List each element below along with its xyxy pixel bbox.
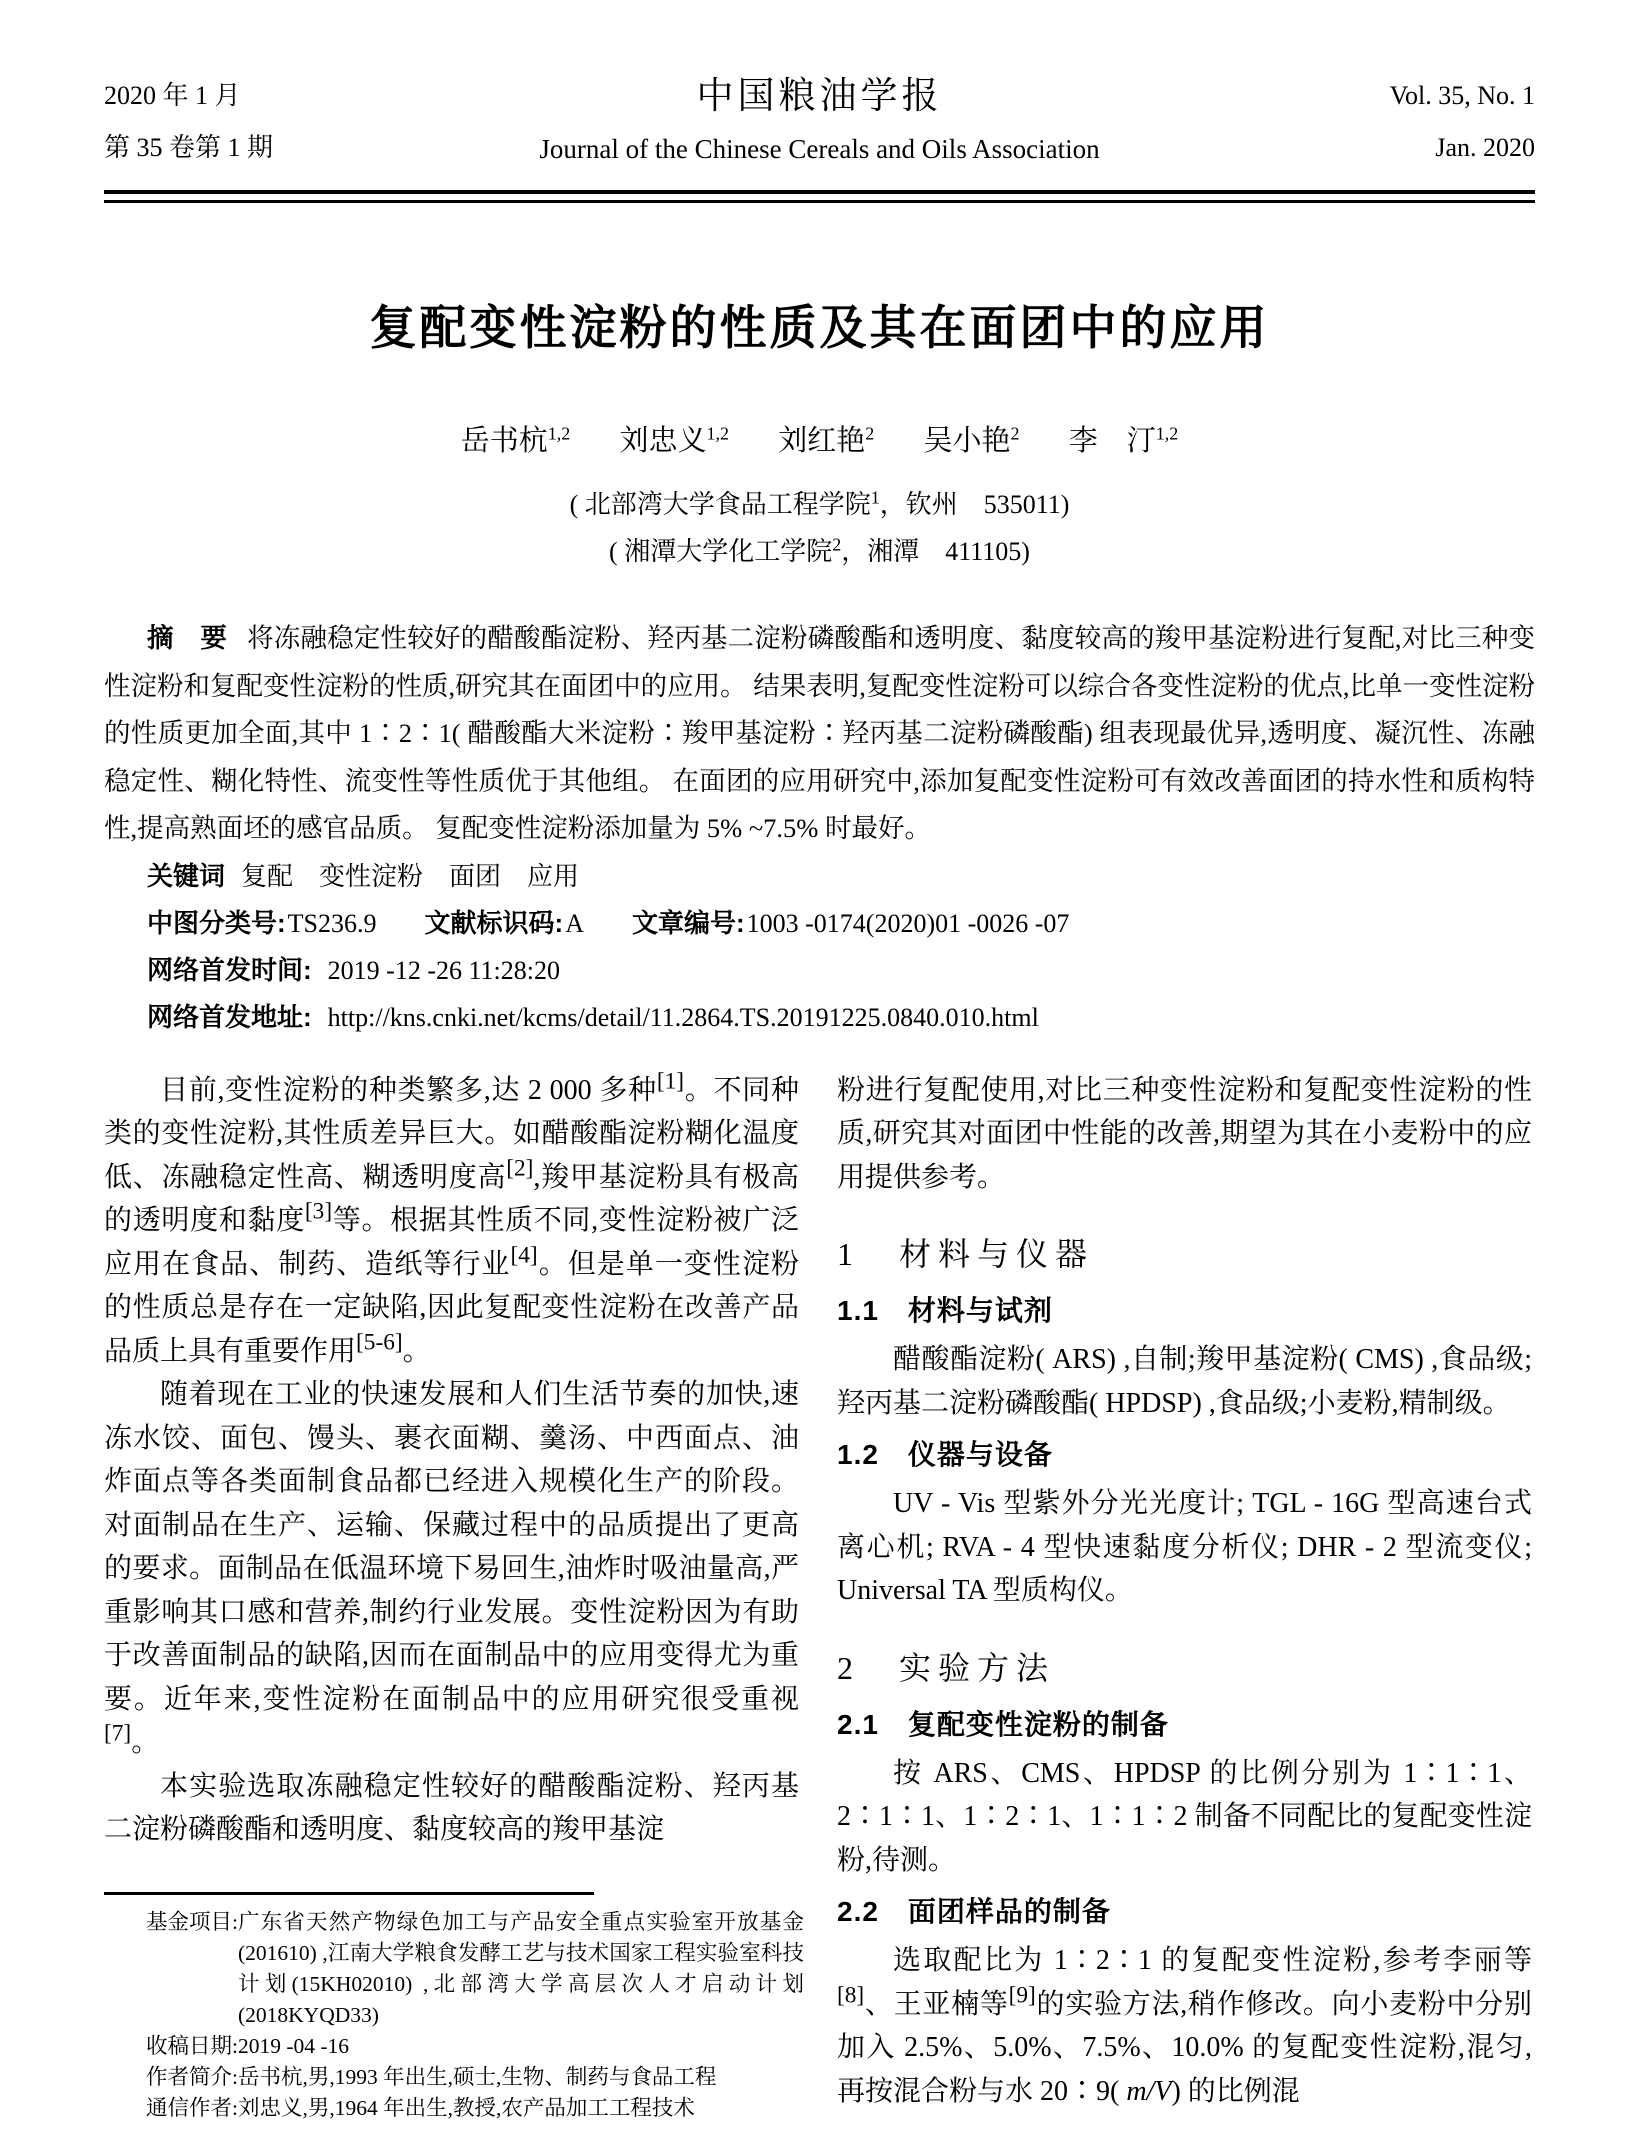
author — [924, 425, 1020, 457]
paragraph: 粉进行复配使用,对比三种变性淀粉和复配变性淀粉的性质,研究其对面团中性能的改善,期望为其在小麦粉中的应用提供参考。 — [837, 1074, 1532, 1193]
header-date-en: Jan. 2020 — [1435, 133, 1535, 162]
footnote-block — [104, 1892, 804, 2124]
article-id-value: 1003 -0174(2020)01 -0026 -07 — [746, 908, 1070, 938]
article-title: 复配变性淀粉的性质及其在面团中的应用 — [369, 303, 1270, 355]
online-url-label: 网络首发地址: — [147, 1001, 312, 1032]
header-divider — [104, 190, 1535, 203]
abstract-text: 将冻融稳定性较好的醋酸酯淀粉、羟丙基二淀粉磷酸酯和透明度、黏度较高的羧甲基淀粉进行复配,对比三种变性淀粉和复配变性淀粉的性质,研究其在面团中的应用。 结果表明,复配变性淀粉可以综合各变性淀粉的优点,比单一变性淀粉的性质更加全面,其中 1∶2∶1( 醋酸酯大米淀粉∶羧甲基淀粉∶羟丙基二淀粉磷酸酯) 组表现最优异,透明度、凝沉性、冻融稳定性、糊化特性、流变性等性质优于其他组。 在面团的应用研究中,添加复配变性淀粉可有效改善面团的持水性和质构特性,提高熟面坯的感官品质。 复配变性淀粉添加量为 5% ~7.5% 时最好。 — [104, 623, 1536, 843]
header-right — [1100, 70, 1535, 174]
section-heading-2: 2 实验方法 — [837, 1649, 1056, 1686]
keywords-line — [104, 853, 1535, 900]
footnote-corr-text: 刘忠义,男,1964 年出生,教授,农产品加工工程技术 — [237, 2096, 695, 2120]
subsection-heading-1-1: 1.1 材料与试剂 — [837, 1295, 1053, 1326]
footnote-bio-label: 作者简介: — [146, 2065, 238, 2089]
footnote-bio-text: 岳书杭,男,1993 年出生,硕士,生物、制药与食品工程 — [237, 2065, 717, 2089]
author — [619, 425, 729, 457]
author-affil-sup: 1,2 — [547, 423, 571, 444]
header-date-cn: 2020 年 1 月 — [104, 81, 241, 110]
subsection-heading-2-1: 2.1 复配变性淀粉的制备 — [837, 1708, 1169, 1740]
front-matter — [104, 615, 1535, 1041]
footnote-fund-label: 基金项目: — [146, 1910, 238, 1934]
author — [461, 425, 571, 457]
section-heading-1: 1 材料与仪器 — [837, 1236, 1095, 1272]
clc-value: TS236.9 — [287, 908, 377, 938]
author-affil-sup: 1,2 — [706, 423, 729, 444]
online-time-label: 网络首发时间: — [147, 954, 312, 985]
author-affil-sup: 2 — [1010, 423, 1020, 444]
journal-title-en: Journal of the Chinese Cereals and Oils Association — [539, 134, 1100, 164]
paragraph: UV - Vis 型紫外分光光度计; TGL - 16G 型高速台式离心机; RVA - 4 型快速黏度分析仪; DHR - 2 型流变仪; Universal TA 型质构仪。 — [837, 1488, 1532, 1606]
subsection-heading-2-2: 2.2 面团样品的制备 — [837, 1896, 1111, 1927]
affiliation: ( 湘潭大学化工学院$^2$，湘潭 411105) — [609, 534, 1030, 566]
keywords-label: 关键词 — [147, 860, 226, 891]
journal-title-cn: 中国粮油学报 — [696, 76, 943, 117]
online-time-value: 2019 -12 -26 11:28:20 — [327, 955, 560, 985]
paragraph: 按 ARS、CMS、HPDSP 的比例分别为 1∶1∶1、2∶1∶1、1∶2∶1、1∶1∶2 制备不同配比的复配变性淀粉,待测。 — [837, 1757, 1532, 1876]
clc-label: 中图分类号: — [147, 907, 286, 938]
doc-code-value: A — [565, 908, 584, 938]
running-head — [104, 70, 1535, 174]
header-center — [539, 70, 1099, 174]
right-column — [837, 1069, 1532, 2114]
author-list — [104, 418, 1535, 459]
abstract — [104, 615, 1535, 853]
paragraph: 目前,变性淀粉的种类繁多,达 2 000 多种[1]。不同种类的变性淀粉,其性质差异巨大。如醋酸酯淀粉糊化温度低、冻融稳定性高、糊透明度高[2],羧甲基淀粉具有极高的透明度和黏度[3]等。根据其性质不同,变性淀粉被广泛应用在食品、制药、造纸等行业[4]。但是单一变性淀粉的性质总是存在一定缺陷,因此复配变性淀粉在改善产品品质上具有重要作用[5-6]。 — [104, 1068, 799, 1367]
author-name: 吴小艳 — [923, 425, 1011, 457]
header-volume: Vol. 35, No. 1 — [1389, 81, 1535, 110]
online-url-value: http://kns.cnki.net/kcms/detail/11.2864.TS.20191225.0840.010.html — [327, 1002, 1039, 1032]
abstract-label: 摘 要 — [147, 623, 228, 653]
author-affil-sup: 1,2 — [1155, 423, 1179, 444]
paragraph: 本实验选取冻融稳定性较好的醋酸酯淀粉、羟丙基二淀粉磷酸酯和透明度、黏度较高的羧甲基淀 — [104, 1770, 799, 1845]
footnote-divider — [104, 1892, 594, 1895]
keywords-text: 复配 变性淀粉 面团 应用 — [241, 861, 580, 891]
author-name: 刘红艳 — [778, 425, 866, 457]
footnote-corr-label: 通信作者: — [146, 2096, 238, 2120]
footnote-corresponding — [104, 2093, 804, 2124]
author-affil-sup: 2 — [865, 423, 875, 444]
online-time-line — [104, 947, 1535, 994]
author-name: 刘忠义 — [619, 425, 707, 457]
author — [1069, 425, 1179, 457]
paragraph: 醋酸酯淀粉( ARS) ,自制;羧甲基淀粉( CMS) ,食品级;羟丙基二淀粉磷酸酯( HPDSP) ,食品级;小麦粉,精制级。 — [837, 1344, 1532, 1419]
author-name: 李 汀 — [1068, 425, 1156, 457]
footnote-fund-text: 广东省天然产物绿色加工与产品安全重点实验室开放基金(201610) ,江南大学粮食发酵工艺与技术国家工程实验室科技计划(15KH02010) ,北部湾大学高层次人才启动计划(2018KYQD33) — [237, 1910, 804, 2027]
article-id-label: 文章编号: — [631, 907, 745, 938]
classification-line — [104, 900, 1535, 947]
affiliation-list — [104, 481, 1535, 575]
header-issue-cn: 第 35 卷第 1 期 — [104, 133, 274, 162]
subsection-heading-1-2: 1.2 仪器与设备 — [837, 1439, 1053, 1470]
online-url-line — [104, 994, 1535, 1041]
footnote-received — [104, 2031, 804, 2062]
affiliation: ( 北部湾大学食品工程学院$^1$，钦州 535011) — [569, 487, 1070, 519]
footnote-author-bio — [104, 2062, 804, 2093]
doc-code-label: 文献标识码: — [424, 907, 564, 938]
paragraph: 随着现在工业的快速发展和人们生活节奏的加快,速冻水饺、面包、馒头、裹衣面糊、羹汤、中西面点、油炸面点等各类面制食品都已经进入规模化生产的阶段。对面制品在生产、运输、保藏过程中的品质提出了更高的要求。面制品在低温环境下易回生,油炸时吸油量高,严重影响其口感和营养,制约行业发展。变性淀粉因为有助于改善面制品的缺陷,因而在面制品中的应用变得尤为重要。近年来,变性淀粉在面制品中的应用研究很受重视[7]。 — [104, 1379, 799, 1758]
author-name: 岳书杭 — [460, 425, 548, 457]
footnote-fund — [104, 1907, 804, 2031]
footnote-received-text: 2019 -04 -16 — [237, 2034, 350, 2058]
footnote-received-label: 收稿日期: — [146, 2034, 238, 2058]
author — [778, 425, 874, 457]
header-left — [104, 70, 539, 174]
paragraph: 选取配比为 1∶2∶1 的复配变性淀粉,参考李丽等[8]、王亚楠等[9]的实验方法,稍作修改。向小麦粉中分别加入 2.5%、5.0%、7.5%、10.0% 的复配变性淀粉,混匀,再按混合粉与水 20∶9( m/V) 的比例混 — [837, 1945, 1532, 2107]
